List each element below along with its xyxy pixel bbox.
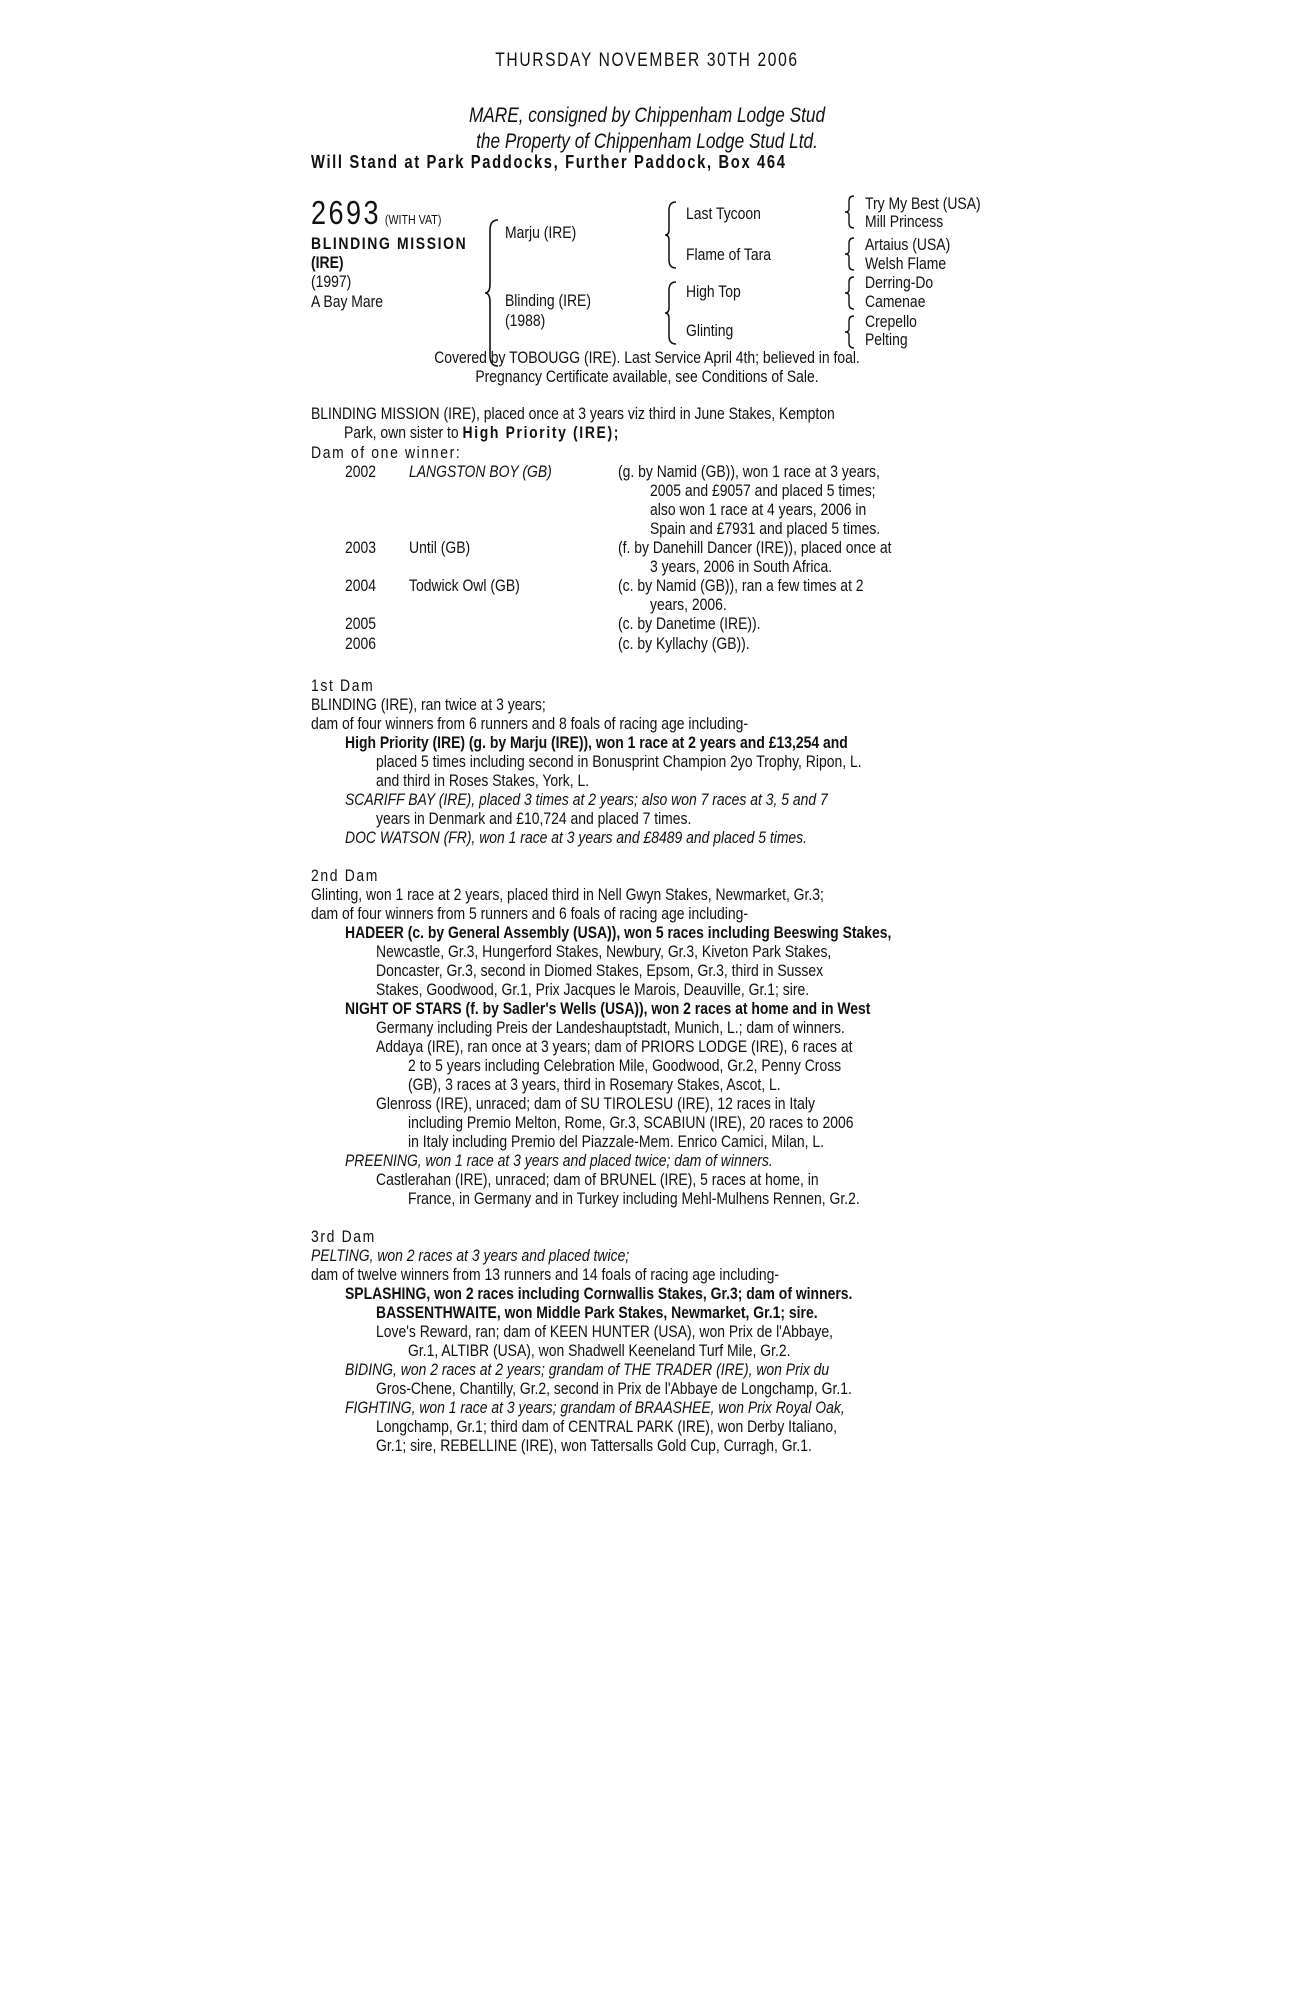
first-dam-line: SCARIFF BAY (IRE), placed 3 times at 2 years; also won 7 races at 3, 5 and 7 [345, 790, 828, 809]
third-dam-heading: 3rd Dam [311, 1227, 376, 1246]
third-dam-line: dam of twelve winners from 13 runners and 14 foals of racing age including- [311, 1265, 780, 1284]
second-dam-line: HADEER (c. by General Assembly (USA)), won 5 races including Beeswing Stakes, [345, 923, 892, 942]
second-dam-heading: 2nd Dam [311, 866, 380, 885]
pedigree-brace-gg1 [844, 195, 856, 229]
second-dam-line: PREENING, won 1 race at 3 years and placed twice; dam of winners. [345, 1151, 773, 1170]
second-dam-line: NIGHT OF STARS (f. by Sadler's Wells (USA)), won 2 races at home and in West [345, 999, 871, 1018]
second-dam-line: dam of four winners from 5 runners and 6 foals of racing age including- [311, 904, 749, 923]
second-dam-line: Newcastle, Gr.3, Hungerford Stakes, Newbury, Gr.3, Kiveton Park Stakes, [376, 942, 832, 961]
produce-detail: (c. by Kyllachy (GB)). [618, 634, 750, 653]
first-dam-line: BLINDING (IRE), ran twice at 3 years; [311, 695, 546, 714]
gg-6: Camenae [865, 292, 926, 311]
third-dam-line: PELTING, won 2 races at 3 years and placed twice; [311, 1246, 630, 1265]
produce-detail: (c. by Danetime (IRE)). [618, 614, 761, 633]
dam-dam: Glinting [686, 321, 734, 340]
first-dam-line: High Priority (IRE) (g. by Marju (IRE)), won 1 race at 2 years and £13,254 and [345, 733, 848, 752]
produce-year: 2006 [345, 634, 377, 653]
second-dam-line: in Italy including Premio del Piazzale-Mem. Enrico Camici, Milan, L. [408, 1132, 825, 1151]
gg-1: Try My Best (USA) [865, 194, 981, 213]
sister-name: High Priority (IRE); [462, 423, 621, 442]
pedigree-brace-gg4 [844, 315, 856, 349]
produce-detail: 3 years, 2006 in South Africa. [650, 557, 833, 576]
dam-name: Blinding (IRE) [505, 291, 591, 310]
produce-detail: (f. by Danehill Dancer (IRE)), placed once at [618, 538, 892, 557]
second-dam-line: (GB), 3 races at 3 years, third in Rosemary Stakes, Ascot, L. [408, 1075, 781, 1094]
produce-detail: 2005 and £9057 and placed 5 times; [650, 481, 876, 500]
produce-name: Until (GB) [409, 538, 471, 557]
dam-of-winners: Dam of one winner: [311, 443, 462, 462]
third-dam-line: Longchamp, Gr.1; third dam of CENTRAL PARK (IRE), won Derby Italiano, [376, 1417, 837, 1436]
second-dam-line: including Premio Melton, Rome, Gr.3, SCABIUN (IRE), 20 races to 2006 [408, 1113, 854, 1132]
second-dam-line: Glenross (IRE), unraced; dam of SU TIROLESU (IRE), 12 races in Italy [376, 1094, 816, 1113]
pregnancy-line: Pregnancy Certificate available, see Conditions of Sale. [475, 367, 819, 386]
gg-8: Pelting [865, 330, 908, 349]
third-dam-line: BIDING, won 2 races at 2 years; grandam of THE TRADER (IRE), won Prix du [345, 1360, 830, 1379]
second-dam-line: Germany including Preis der Landeshauptstadt, Munich, L.; dam of winners. [376, 1018, 845, 1037]
third-dam-line: Gr.1; sire, REBELLINE (IRE), won Tattersalls Gold Cup, Curragh, Gr.1. [376, 1436, 812, 1455]
second-dam-line: 2 to 5 years including Celebration Mile, Goodwood, Gr.2, Penny Cross [408, 1056, 842, 1075]
gg-2: Mill Princess [865, 212, 944, 231]
produce-detail: (c. by Namid (GB)), ran a few times at 2 [618, 576, 864, 595]
second-dam-line: Castlerahan (IRE), unraced; dam of BRUNEL (IRE), 5 races at home, in [376, 1170, 819, 1189]
mare-record-line2 [344, 423, 620, 442]
sire-dam: Flame of Tara [686, 245, 771, 264]
pedigree-brace-dam [664, 280, 678, 346]
horse-description: A Bay Mare [311, 292, 384, 311]
vat-note: (WITH VAT) [384, 212, 442, 227]
first-dam-heading: 1st Dam [311, 676, 375, 695]
pedigree-brace-main [484, 218, 500, 368]
produce-detail: years, 2006. [650, 595, 727, 614]
first-dam-line: and third in Roses Stakes, York, L. [376, 771, 590, 790]
sire-name: Marju (IRE) [505, 223, 577, 242]
lot-number-block [311, 195, 441, 231]
sire-sire: Last Tycoon [686, 204, 761, 223]
second-dam-line: Glinting, won 1 race at 2 years, placed third in Nell Gwyn Stakes, Newmarket, Gr.3; [311, 885, 824, 904]
produce-year: 2003 [345, 538, 377, 557]
pedigree-brace-gg3 [844, 276, 856, 310]
covered-line: Covered by TOBOUGG (IRE). Last Service April 4th; believed in foal. [434, 348, 860, 367]
gg-7: Crepello [865, 312, 917, 331]
first-dam-line: placed 5 times including second in Bonusprint Champion 2yo Trophy, Ripon, L. [376, 752, 862, 771]
third-dam-line: BASSENTHWAITE, won Middle Park Stakes, Newmarket, Gr.1; sire. [376, 1303, 818, 1322]
produce-year: 2002 [345, 462, 377, 481]
third-dam-line: SPLASHING, won 2 races including Cornwallis Stakes, Gr.3; dam of winners. [345, 1284, 853, 1303]
third-dam-line: FIGHTING, won 1 race at 3 years; grandam of BRAASHEE, won Prix Royal Oak, [345, 1398, 845, 1417]
produce-detail: also won 1 race at 4 years, 2006 in [650, 500, 867, 519]
mare-record-line2-text: Park, own sister to [344, 423, 463, 442]
second-dam-line: France, in Germany and in Turkey including Mehl-Mulhens Rennen, Gr.2. [408, 1189, 860, 1208]
third-dam-line: Love's Reward, ran; dam of KEEN HUNTER (USA), won Prix de l'Abbaye, [376, 1322, 833, 1341]
gg-5: Derring-Do [865, 273, 934, 292]
produce-year: 2005 [345, 614, 377, 633]
horse-name: BLINDING MISSION [311, 234, 468, 253]
gg-3: Artaius (USA) [865, 235, 951, 254]
third-dam-line: Gr.1, ALTIBR (USA), won Shadwell Keeneland Turf Mile, Gr.2. [408, 1341, 791, 1360]
mare-record-line1: BLINDING MISSION (IRE), placed once at 3 years viz third in June Stakes, Kempton [311, 404, 835, 423]
produce-name: Todwick Owl (GB) [409, 576, 520, 595]
horse-year: (1997) [311, 272, 352, 291]
stand-location: Will Stand at Park Paddocks, Further Paddock, Box 464 [311, 152, 787, 172]
second-dam-line: Doncaster, Gr.3, second in Diomed Stakes, Epsom, Gr.3, third in Sussex [376, 961, 824, 980]
gg-4: Welsh Flame [865, 254, 947, 273]
third-dam-line: Gros-Chene, Chantilly, Gr.2, second in Prix de l'Abbaye de Longchamp, Gr.1. [376, 1379, 852, 1398]
sale-date: THURSDAY NOVEMBER 30TH 2006 [495, 50, 799, 71]
second-dam-line: Stakes, Goodwood, Gr.1, Prix Jacques le Marois, Deauville, Gr.1; sire. [376, 980, 810, 999]
dam-year: (1988) [505, 311, 546, 330]
produce-detail: Spain and £7931 and placed 5 times. [650, 519, 881, 538]
lot-number: 2693 [311, 194, 382, 231]
second-dam-line: Addaya (IRE), ran once at 3 years; dam of PRIORS LODGE (IRE), 6 races at [376, 1037, 853, 1056]
consignor-line: MARE, consigned by Chippenham Lodge Stud [468, 104, 826, 127]
dam-sire: High Top [686, 282, 741, 301]
pedigree-brace-gg2 [844, 237, 856, 271]
produce-year: 2004 [345, 576, 377, 595]
first-dam-line: dam of four winners from 6 runners and 8 foals of racing age including- [311, 714, 749, 733]
pedigree-brace-sire [664, 200, 678, 270]
first-dam-line: DOC WATSON (FR), won 1 race at 3 years and £8489 and placed 5 times. [345, 828, 808, 847]
horse-country: (IRE) [311, 253, 344, 272]
produce-detail: (g. by Namid (GB)), won 1 race at 3 years, [618, 462, 880, 481]
produce-name: LANGSTON BOY (GB) [409, 462, 552, 481]
first-dam-line: years in Denmark and £10,724 and placed 7 times. [376, 809, 692, 828]
property-line: the Property of Chippenham Lodge Stud Ltd. [476, 130, 818, 153]
